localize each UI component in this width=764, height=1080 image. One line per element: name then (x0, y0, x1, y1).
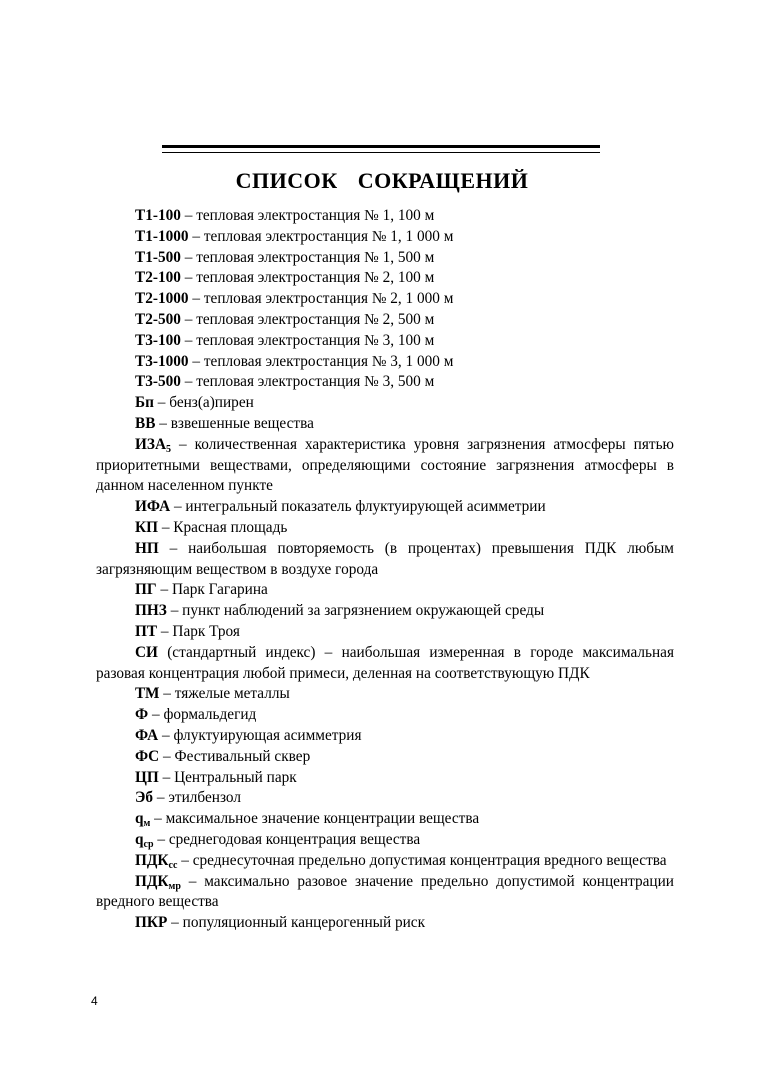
abbreviation-definition: – этилбензол (153, 789, 241, 807)
abbreviation-term: ПТ (135, 622, 158, 640)
abbreviation-term: Бп (135, 394, 154, 412)
abbreviation-definition: – тепловая электростанция № 2, 1 000 м (188, 290, 454, 308)
abbreviation-definition: – Фестивальный сквер (159, 747, 311, 765)
abbreviation-definition: – максимально разовое значение предельно допустимой концентрации вредного вещества (96, 872, 674, 911)
abbreviation-subscript: сс (168, 859, 178, 871)
abbreviation-term: КП (135, 518, 158, 536)
abbreviation-entry (96, 539, 674, 581)
abbreviation-definition: – тепловая электростанция № 1, 1 000 м (188, 227, 454, 245)
abbreviation-definition: – тепловая электростанция № 2, 500 м (180, 310, 435, 328)
abbreviation-term: ПДК (135, 851, 169, 869)
abbreviation-definition: – тепловая электростанция № 2, 100 м (180, 269, 435, 287)
abbreviation-definition: – тепловая электростанция № 3, 1 000 м (188, 352, 454, 370)
abbreviation-definition: – максимальное значение концентрации вещества (150, 810, 480, 828)
page-number: 4 (91, 994, 98, 1008)
abbreviation-term: ПНЗ (135, 602, 167, 620)
abbreviation-term: ФА (135, 726, 159, 744)
abbreviation-definition: – флуктуирующая асимметрия (158, 726, 362, 744)
abbreviation-entry (96, 372, 674, 393)
abbreviation-term: ТМ (135, 685, 160, 703)
abbreviation-term: Т3-100 (135, 331, 181, 349)
abbreviation-entry (96, 809, 674, 830)
abbreviation-list (96, 206, 674, 934)
abbreviation-subscript: м (143, 818, 151, 830)
abbreviation-entry (96, 580, 674, 601)
abbreviation-definition: – формальдегид (148, 706, 257, 724)
abbreviation-entry (96, 684, 674, 705)
abbreviation-entry (96, 414, 674, 435)
abbreviation-subscript: ср (143, 838, 154, 850)
abbreviation-definition: – бенз(а)пирен (153, 394, 254, 412)
abbreviation-term: Т2-100 (135, 269, 181, 287)
abbreviation-entry (96, 268, 674, 289)
abbreviation-term: ИЗА (135, 435, 167, 453)
abbreviation-definition: – среднегодовая концентрация вещества (153, 830, 421, 848)
abbreviation-definition: – пункт наблюдений за загрязнением окружающей среды (166, 602, 545, 620)
abbreviation-definition: – среднесуточная предельно допустимая концентрация вредного вещества (177, 851, 667, 869)
abbreviation-entry (96, 872, 674, 914)
abbreviation-entry (96, 206, 674, 227)
abbreviation-definition: – Парк Троя (157, 622, 240, 640)
abbreviation-definition: – взвешенные вещества (155, 414, 314, 432)
abbreviation-definition: – Парк Гагарина (156, 581, 268, 599)
abbreviation-term: q (135, 810, 144, 828)
abbreviation-entry (96, 622, 674, 643)
abbreviation-definition: – популяционный канцерогенный риск (167, 914, 426, 932)
abbreviation-entry (96, 788, 674, 809)
abbreviation-term: Т1-100 (135, 207, 181, 224)
abbreviation-term: ПГ (135, 581, 157, 599)
abbreviation-term: ВВ (135, 414, 156, 432)
abbreviation-subscript: 5 (166, 443, 172, 455)
abbreviation-definition: – тепловая электростанция № 3, 100 м (180, 331, 435, 349)
abbreviation-entry (96, 227, 674, 248)
abbreviation-entry (96, 435, 674, 497)
abbreviation-term: Т3-1000 (135, 352, 189, 370)
abbreviation-definition: – Центральный парк (158, 768, 297, 786)
abbreviation-term: ЦП (135, 768, 159, 786)
abbreviation-term: Т3-500 (135, 373, 181, 391)
header-rule-thick (162, 145, 600, 148)
abbreviation-entry (96, 393, 674, 414)
abbreviation-term: ПДК (135, 872, 169, 890)
abbreviation-term: ПКР (135, 914, 168, 932)
abbreviation-entry (96, 248, 674, 269)
abbreviation-entry (96, 768, 674, 789)
abbreviation-definition: – Красная площадь (158, 518, 288, 536)
abbreviation-term: Т1-1000 (135, 227, 189, 245)
abbreviation-entry (96, 726, 674, 747)
abbreviation-entry (96, 643, 674, 685)
abbreviation-term: Ф (135, 706, 149, 724)
abbreviation-entry (96, 747, 674, 768)
abbreviation-definition: – интегральный показатель флуктуирующей асимметрии (170, 498, 546, 516)
abbreviation-definition: – количественная характеристика уровня загрязнения атмосферы пятью приоритетными веществами, определяющими состояние загрязнения атмосферы в данном населенном пункте (96, 435, 674, 495)
abbreviation-term: Эб (135, 789, 154, 807)
abbreviation-entry (96, 851, 674, 872)
abbreviation-definition: – наибольшая повторяемость (в процентах) превышения ПДК любым загрязняющим веществом в воздухе города (96, 539, 674, 578)
abbreviation-entry (96, 705, 674, 726)
abbreviation-term: q (135, 830, 144, 848)
abbreviation-entry (96, 518, 674, 539)
abbreviation-entry (96, 601, 674, 622)
abbreviation-term: ИФА (135, 498, 171, 516)
abbreviation-term: Т1-500 (135, 248, 181, 266)
abbreviation-term: Т2-500 (135, 310, 181, 328)
abbreviation-entry (96, 913, 674, 934)
abbreviation-definition: – тепловая электростанция № 1, 100 м (180, 207, 435, 224)
abbreviation-subscript: мр (168, 880, 181, 892)
abbreviation-term: НП (135, 539, 159, 557)
abbreviation-entry (96, 352, 674, 373)
abbreviation-definition: – тепловая электростанция № 1, 500 м (180, 248, 435, 266)
abbreviation-term: СИ (135, 643, 158, 661)
abbreviation-entry (96, 830, 674, 851)
abbreviation-term: Т2-1000 (135, 290, 189, 308)
abbreviation-definition: (стандартный индекс) – наибольшая измеренная в городе максимальная разовая концентрация любой примеси, деленная на соответствующую ПДК (96, 643, 674, 682)
abbreviation-entry (96, 310, 674, 331)
abbreviation-definition: – тяжелые металлы (159, 685, 290, 703)
page-title: СПИСОК СОКРАЩЕНИЙ (235, 168, 529, 193)
abbreviation-entry (96, 497, 674, 518)
abbreviation-entry (96, 331, 674, 352)
abbreviation-entry (96, 289, 674, 310)
header-rule-thin (162, 152, 600, 153)
abbreviation-term: ФС (135, 747, 160, 765)
abbreviation-definition: – тепловая электростанция № 3, 500 м (180, 373, 435, 391)
